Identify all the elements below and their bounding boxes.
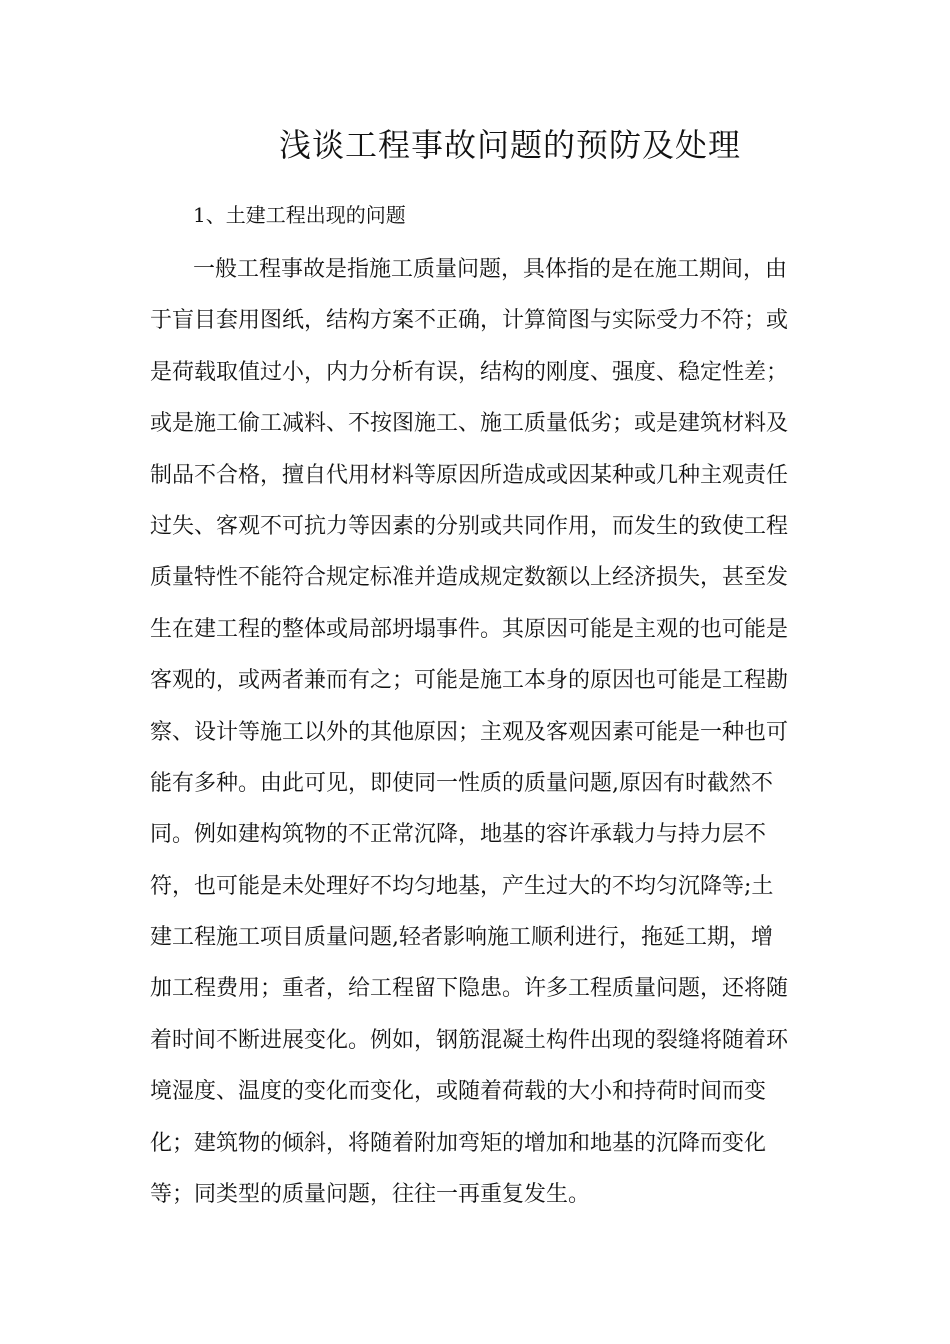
paragraph-line: 察、设计等施工以外的其他原因；主观及客观因素可能是一种也可 <box>150 719 789 745</box>
paragraph-line: 化；建筑物的倾斜，将随着附加弯矩的增加和地基的沉降而变化 <box>150 1130 767 1156</box>
paragraph-line: 一般工程事故是指施工质量问题，具体指的是在施工期间，由 <box>193 257 788 282</box>
paragraph-line: 加工程费用；重者，给工程留下隐患。许多工程质量问题，还将随 <box>150 976 789 1002</box>
paragraph-line: 过失、客观不可抗力等因素的分别或共同作用，而发生的致使工程 <box>150 513 789 539</box>
body-paragraph <box>150 244 810 1220</box>
paragraph-line: 生在建工程的整体或局部坍塌事件。其原因可能是主观的也可能是 <box>150 616 789 642</box>
paragraph-line: 客观的，或两者兼而有之；可能是施工本身的原因也可能是工程勘 <box>150 668 789 694</box>
document-title: 浅谈工程事故问题的预防及处理 <box>278 126 741 164</box>
section-heading: 1、土建工程出现的问题 <box>193 203 406 227</box>
paragraph-line: 质量特性不能符合规定标准并造成规定数额以上经济损失，甚至发 <box>150 565 789 591</box>
paragraph-line: 制品不合格，擅自代用材料等原因所造成或因某种或几种主观责任 <box>150 462 789 488</box>
paragraph-line: 或是施工偷工减料、不按图施工、施工质量低劣；或是建筑材料及 <box>150 411 789 437</box>
paragraph-line: 同。例如建构筑物的不正常沉降，地基的容许承载力与持力层不 <box>150 822 767 848</box>
paragraph-line: 符，也可能是未处理好不均匀地基，产生过大的不均匀沉降等;土 <box>150 873 774 899</box>
paragraph-line: 境湿度、温度的变化而变化，或随着荷载的大小和持荷时间而变 <box>150 1079 767 1105</box>
paragraph-line: 于盲目套用图纸，结构方案不正确，计算简图与实际受力不符；或 <box>150 308 789 334</box>
paragraph-line: 等；同类型的质量问题，往往一再重复发生。 <box>150 1182 591 1208</box>
paragraph-line: 着时间不断进展变化。例如，钢筋混凝土构件出现的裂缝将随着环 <box>150 1027 789 1053</box>
paragraph-line: 能有多种。由此可见，即使同一性质的质量问题,原因有时截然不 <box>150 770 773 796</box>
paragraph-line: 是荷载取值过小，内力分析有误，结构的刚度、强度、稳定性差； <box>150 359 789 385</box>
paragraph-line: 建工程施工项目质量问题,轻者影响施工顺利进行，拖延工期，增 <box>150 925 773 951</box>
